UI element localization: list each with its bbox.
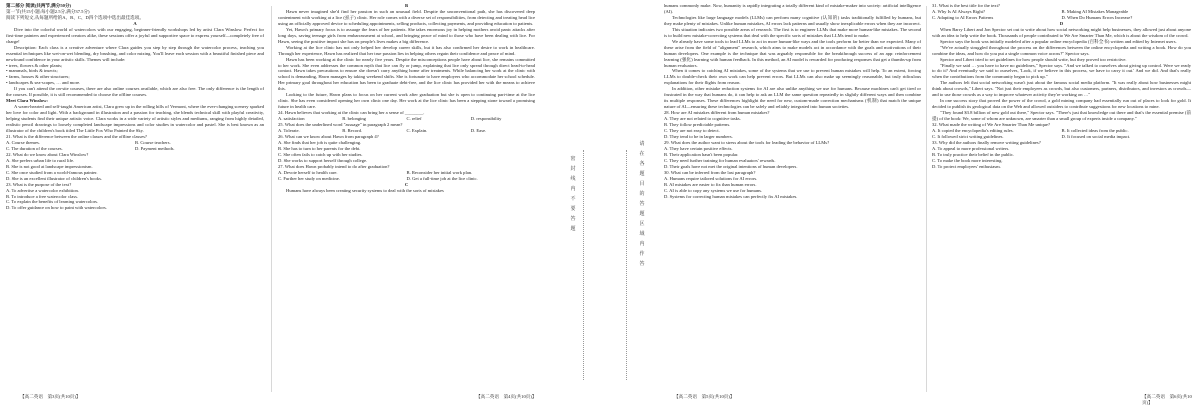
seal-line-notice: 密封线内不要答题 bbox=[570, 157, 576, 232]
question-31: 31. What is the best title for the text? bbox=[932, 3, 1000, 8]
section-title: 第二部分 阅读(共两节,满分50分) bbox=[6, 3, 72, 8]
passage-a-paragraph: Description: Each class is a creative adventure where Clara guides you step by step through the watercolor process, teaching you essential techniques like wet-on-wet blending, dry brushing, and color mixing. You'll leave each session with a beautiful finished piece and newfound confidence in your artistic skills. Themes will include: bbox=[6, 44, 264, 62]
option: C. Adapting to AI Errors Patterns bbox=[932, 14, 994, 20]
option: A. Devote herself to health care. bbox=[278, 169, 338, 175]
passage-c-paragraph: This situation indicates two possible areas of research. The first is to engineer LLMs that make more human-like mistakes. The second is to build new mistake-correcting systems that deal with the specific sorts of mistakes that LLMs tend to make. bbox=[664, 26, 921, 38]
passage-b-paragraph: Looking to the future, Hawn plans to focus on her current work after graduation but she is open to continuing part-time at the lice clinic. She has even considered opening her own clinic one day. Her work at the lice clinic has been a stepping stone toward a promising future in health care. bbox=[278, 92, 535, 110]
passage-b-paragraph: Working at the lice clinic has not only helped her develop career skills, but it has also confirmed her desire to work in healthcare. Through her experience, Hawn has realized that her true passion lies in helping others regain their confidence and peace of mind. bbox=[278, 44, 535, 56]
passage-a-paragraph: Dive into the colorful world of watercolors with our engaging, beginner-friendly workshops led by artist Clara Winslow. Perfect for first-time painters and experienced creators alike, these sessions offer a joyful and supportive space to express yourself—completely free of charge! bbox=[6, 26, 264, 44]
passage-b-paragraph: Hawn never imagined she'd find her passion in such an unusual field. Despite the unconventional path, she has discovered deep contentment with working at a lice (虱子) clinic. Her role comes with a diverse set of responsibilities, from detecting and treating head lice using an officially approved device to scheduling appointments, selling products, collecting payments, and providing education to patients. bbox=[278, 8, 535, 26]
passage-d-paragraph: Spector and Libert tried to set guidelines for how people should write, but they proved too restrictive. bbox=[940, 56, 1127, 62]
option: B. AI mistakes are easier to fix than human errors. bbox=[664, 181, 757, 187]
question-22: 22. What do we know about Clara Winslow? bbox=[6, 151, 89, 157]
option: C. They are not easy to detect. bbox=[664, 128, 720, 134]
passage-d-paragraph: In one success story that proved the power of the crowd, a gold mining company had essentially run out of places to look for gold. It decided to publish its geological data on the Web and allowed outsiders to contribute suggestions for new locations to mine. bbox=[932, 98, 1191, 110]
meet-heading: Meet Clara Winslow: bbox=[6, 98, 48, 104]
option: A. Tolerate. bbox=[278, 128, 300, 134]
passage-d-paragraph: "We've actually struggled throughout the process on the differences between the online encyclopedia and writing a book. How do you combine the ideas, and how do you put a single common voice across?" Spector says. bbox=[932, 44, 1191, 56]
column-divider bbox=[926, 6, 927, 392]
option: D. Get a full-time job at the lice clinic. bbox=[406, 175, 478, 181]
option: C. The duration of the courses. bbox=[6, 145, 63, 151]
passage-c-paragraph: We already have some tools to lead LLMs to act in more human-like ways and the tools perform far better than we expected. Many of these arise from the field of "alignment" research, which aims to make models act in accordance with the goals and motivations of their human developers. One example is the technique that was arguably responsible for the breakthrough success of an app: reinforcement learning (强化) learning with human feedback. In this method, an AI model is rewarded for producing responses that get a thumbs-up from human evaluators. bbox=[664, 38, 921, 68]
answer-area-notice: 请在各题目的答题区域内作答 bbox=[639, 142, 645, 267]
option: D. Payment methods. bbox=[135, 145, 175, 151]
passage-a-paragraph: A warm-hearted and self-taught American artist, Clara grew up in the rolling hills of Vermont, where the ever-changing scenery sparked her love for color and light. With a background in illustration and a passion for teaching, she blends technical skill with playful creativity, helping students find their unique artistic voice. Clara works in a wide variety of artistic styles and mediums, ranging from highly detailed, realistic pencil drawings to loosely completed landscape impressions and color studies in watercolor and pastel. She is best known as an illustrator of the children's book titled The Little Fox Who Painted the Sky. bbox=[6, 104, 264, 134]
passage-c-label: C bbox=[404, 181, 409, 187]
question-21: 21. What is the difference between the online classes and the offline classes? bbox=[6, 133, 147, 139]
option: D. To protect employees' enthusiasm. bbox=[932, 163, 1001, 169]
option: A. To appeal to more professional writers. bbox=[932, 145, 1010, 151]
theme-item: • trees, flowers & other plants; bbox=[6, 62, 63, 68]
question-23: 23. What is the purpose of the text? bbox=[6, 181, 72, 187]
option: D. They tend to be in larger numbers. bbox=[664, 133, 733, 139]
seal-line-left bbox=[583, 150, 585, 380]
page2-left-column bbox=[664, 3, 921, 389]
page-footer: 【高二英语 第6页(共10页)】 bbox=[1142, 394, 1192, 405]
passage-a-paragraph: If you can't attend the on-site courses, there are also online courses available, which are also free. The only difference is the length of the courses. If possible, it is still recommended to choose the offline courses. bbox=[6, 86, 264, 98]
page-footer: 【高二英语 第4页(共10页)】 bbox=[476, 394, 537, 399]
page1-left-column bbox=[6, 3, 264, 389]
passage-c-paragraph: In addition, other mistake reduction systems for AI are also unlike anything we use for humans. Because machines can't get tired or frustrated in the way that humans do, it can help to ask an LLM the same question repeatedly in slightly different ways and then combine its multiple responses. These differences highlight the need for new, custom-made correction mechanisms (机制) that match the unique nature of AI—ensuring these technologies can be safely and reliably integrated into human societies. bbox=[664, 86, 921, 110]
option: B. belonging bbox=[342, 116, 366, 122]
option: B. Their application hasn't been popular. bbox=[664, 151, 739, 157]
theme-item: • farms, houses & other structures; bbox=[6, 74, 70, 80]
passage-c-paragraph: Humans have always been creating security systems to deal with the sorts of mistakes bbox=[286, 187, 444, 193]
passage-d-label: D bbox=[1059, 20, 1064, 26]
passage-b-label: B bbox=[404, 3, 409, 8]
question-30: 30. What can be inferred from the last paragraph? bbox=[664, 169, 756, 175]
question-28: 28. How are AI mistakes different from human mistakes? bbox=[664, 110, 770, 116]
theme-item: • mammals, birds & insects; bbox=[6, 68, 58, 74]
question-27: 27. What does Hawn probably intend to do after graduation? bbox=[278, 163, 390, 169]
passage-a-label: A bbox=[133, 20, 137, 26]
option: B. She is not good at landscape impressionism. bbox=[6, 163, 93, 169]
option: B. To truly practice their belief in the public. bbox=[932, 151, 1015, 157]
question-25: 25. What does the underlined word "assuage" in paragraph 2 mean? bbox=[278, 122, 403, 128]
option: A. Course themes. bbox=[6, 139, 40, 145]
option: C. Further her study on medicine. bbox=[278, 175, 340, 181]
option: B. It collected ideas from the public. bbox=[1061, 128, 1129, 134]
question-26: 26. What can we know about Hawn from paragraph 4? bbox=[278, 133, 379, 139]
question-32: 32. What made the writing of We Are Smarter Than Me unique? bbox=[932, 122, 1051, 128]
option: C. To explain the benefits of learning watercolors. bbox=[6, 199, 99, 205]
passage-c-paragraph: humans commonly make. Now, humanity is rapidly integrating a totally different kind of mistake-maker into society: artificial intelligence (AI). bbox=[664, 3, 921, 14]
part-title: 第一节(共15小题;每小题2.5分,满分37.5分) bbox=[6, 8, 90, 14]
passage-c-paragraph: Technologies like large language models (LLMs) can perform many cognitive (认知的) tasks traditionally fulfilled by humans, but they make plenty of mistakes. Unlike human mistakes, AI errors lack patterns and usually show inexplicable errors when they are incorrect. bbox=[664, 14, 921, 26]
option: B. They follow predictable patterns. bbox=[664, 122, 731, 128]
option: B. Making AI Mistakes Manageable bbox=[1061, 8, 1129, 14]
option: C. They need further training for human evaluators' rewards. bbox=[664, 157, 776, 163]
option: D. Their goals have not met the original intentions of human developers. bbox=[664, 163, 798, 169]
option: D. responsibility bbox=[470, 116, 502, 122]
option: D. It focused on social media impact. bbox=[1061, 133, 1131, 139]
option: A. They are not related to cognitive tasks. bbox=[664, 116, 741, 122]
passage-b-paragraph: Yet, Hawn's primary focus is to assuage the fears of her patients. She takes enormous joy in helping mothers avoid panic attacks after long days, saving teenage girls from embarrassment at school, and bringing peace of mind to those who have been dealing with lice. For Hawn, seeing the positive impact she has on people's lives makes a big difference. bbox=[278, 26, 535, 44]
option: C. She once studied from a world-famous painter. bbox=[6, 169, 98, 175]
option: C. She often fails to catch up with her studies. bbox=[278, 151, 363, 157]
option: C. To make the book more interesting. bbox=[932, 157, 1003, 163]
passage-d-paragraph: Spector says the book was initially modeled after a popular online encyclopedia (百科全书) written and edited by Internet users. bbox=[940, 38, 1177, 44]
option: D. She is an excellent illustrator of children's books. bbox=[6, 175, 102, 181]
option: D. Systems for correcting human mistakes can perfectly fix AI mistakes. bbox=[664, 193, 798, 199]
passage-c-paragraph: When it comes to catching AI mistakes, some of the systems that we use to prevent human mistakes will help. To an extent, forcing LLMs to double-check their own work can help prevent errors. But LLMs can also make up seemingly reasonable, but truly ridiculous explanations for their flights from reason. bbox=[664, 68, 921, 86]
option: D. To offer guidance on how to paint with watercolors. bbox=[6, 205, 107, 211]
page1-right-column bbox=[278, 3, 535, 389]
passage-d-paragraph: When Barry Libert and Jon Spector set out to write about how social networking might help businesses, they allowed just about anyone with an idea to help write the book. Thousands of people contributed to We Are Smarter Than Me, which is about the wisdom of the crowd. bbox=[932, 26, 1191, 38]
option: D. When Do Humans Errors Increase? bbox=[1061, 14, 1133, 20]
question-33: 33. Why did the authors finally remove writing guidelines? bbox=[932, 139, 1041, 145]
option: A. They have certain positive effects. bbox=[664, 145, 733, 151]
option: A. She prefers urban life to rural life. bbox=[6, 157, 75, 163]
page-footer: 【高二英语 第3页(共10页)】 bbox=[20, 394, 81, 399]
passage-b-paragraph: Hawn has been working at the clinic for nearly five years. Despite the misconceptions people have about lice, she remains committed to her work. She even addresses the common myth that lice can fly or jump, explaining that lice only spread through direct head-to-head contact. Hawn takes precautions to ensure she doesn't carry anything home after treatments. While balancing her work at the clinic with school is demanding, Hawn manages by taking weekend shifts. She is fortunate to have employers who accommodate her school schedule. Her primary goal throughout her education has been to graduate debt-free, and the lice clinic has provided her with the means to achieve this. bbox=[278, 56, 535, 92]
passage-d-paragraph: "They found $3.8 billion of new gold out there," Spector says. "There's just that knowledge out there and that's the essential premise (前提) of the book: We, some of whom are unknown, are smarter than a small group of experts inside a company." bbox=[932, 110, 1191, 122]
option: D. She works to support herself through college. bbox=[278, 157, 368, 163]
option: A. satisfaction bbox=[278, 116, 305, 122]
option: A. It copied the encyclopedia's editing rules. bbox=[932, 128, 1014, 134]
page2-right-column bbox=[932, 3, 1191, 389]
option: A. Why Is AI Always Right? bbox=[932, 8, 985, 14]
seal-line-right bbox=[626, 150, 628, 380]
column-divider bbox=[271, 6, 272, 392]
option: B. She has to turn to her parents for the debt. bbox=[278, 145, 361, 151]
option: C. AI is able to copy any systems we use for humans. bbox=[664, 187, 763, 193]
option: A. She finds that her job is quite challenging. bbox=[278, 139, 362, 145]
option: C. relief bbox=[406, 116, 422, 122]
option: A. Humans require tailored solutions for AI errors. bbox=[664, 175, 758, 181]
option: B. To introduce a free watercolor class. bbox=[6, 193, 79, 199]
option: B. Course teachers. bbox=[135, 139, 171, 145]
passage-d-paragraph: The authors felt that social networking wasn't just about the famous social media platform. "It was really about how businesses might think about crowds," Libert says. "Not just their employees as crowds, but also customers, partners, distributors, and investors as crowds—and to use those crowds as a way to improve whatever activity they're working on …" bbox=[932, 80, 1191, 98]
option: D. Ease. bbox=[470, 128, 487, 134]
option: B. Reconsider her initial work plan. bbox=[406, 169, 473, 175]
passage-d-paragraph: "Finally we said … you have to have no guidelines," Spector says. "And we talked to ourselves about giving up control. Were we ready to do it? And eventually we said to ourselves, 'Look, if we believe in this process, we have to carry it out.' And we did. And that's really when the contributions from the community began to pick up." bbox=[932, 62, 1191, 80]
option: B. Record. bbox=[342, 128, 363, 134]
instruction: 阅读下列短文,从每题所给的A、B、C、D四个选项中选出最佳选项。 bbox=[6, 14, 144, 20]
page-footer: 【高二英语 第5页(共10页)】 bbox=[674, 394, 735, 399]
option: A. To advertise a watercolor exhibition. bbox=[6, 187, 79, 193]
option: C. It followed strict writing guidelines. bbox=[932, 133, 1004, 139]
question-29: 29. What does the author want to stress about the tools for leading the behavior of LLMs? bbox=[664, 139, 830, 145]
theme-item: • landscapes & sea-scapes, … and more. bbox=[6, 80, 81, 86]
question-24: 24. Hawn believes that working at the clinic can bring her a sense of ________. bbox=[278, 110, 425, 116]
option: C. Explain. bbox=[406, 128, 428, 134]
